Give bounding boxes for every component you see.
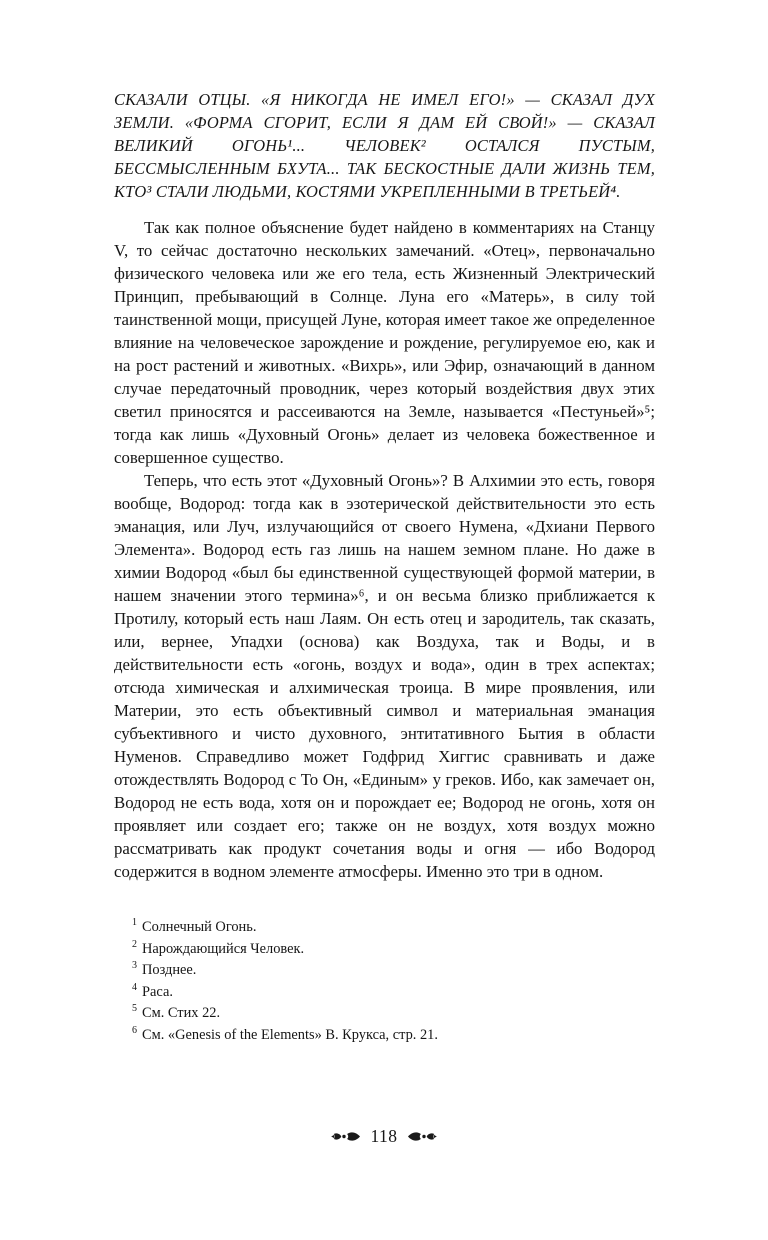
- footnote-number: 1: [132, 917, 137, 929]
- footnote-number: 2: [132, 938, 137, 950]
- footnote-number: 5: [132, 1003, 137, 1015]
- footnote-number: 3: [132, 960, 137, 972]
- epigraph-stanza: СКАЗАЛИ ОТЦЫ. «Я НИКОГДА НЕ ИМЕЛ ЕГО!» — СКАЗАЛ ДУХ ЗЕМЛИ. «ФОРМА СГОРИТ, ЕСЛИ Я ДАМ ЕЙ СВОЙ!» — СКАЗАЛ ВЕЛИКИЙ ОГОНЬ¹... ЧЕЛОВЕК² ОСТАЛСЯ ПУСТЫМ, БЕССМЫСЛЕННЫМ БХУТА... ТАК БЕСКОСТНЫЕ ДАЛИ ЖИЗНЬ ТЕМ, КТО³ СТАЛИ ЛЮДЬМИ, КОСТЯМИ УКРЕПЛЕННЫМИ В ТРЕТЬЕЙ⁴.: [114, 90, 655, 201]
- footnote-number: 6: [132, 1024, 137, 1036]
- footnote-text: См. Стих 22.: [142, 1005, 221, 1021]
- page-number: 118: [370, 1126, 398, 1146]
- footnote-item: [132, 982, 655, 1004]
- footnote-item: [132, 1025, 655, 1047]
- footnote-text: Солнечный Огонь.: [142, 919, 257, 935]
- footnote-text: Нарождающийся Человек.: [142, 940, 305, 957]
- page-footer: [0, 1126, 768, 1147]
- footnote-item: [132, 960, 655, 982]
- page-content: [114, 88, 655, 1046]
- footnote-text: См. «Genesis of the Elements» В. Крукса, стр. 21.: [142, 1026, 438, 1043]
- footnote-number: 4: [132, 981, 137, 993]
- body-paragraph: Так как полное объяснение будет найдено в комментариях на Станцу V, то сейчас достаточно нескольких замечаний. «Отец», первоначально физического человека или же его тела, есть Жизненный Электрический Принцип, пребывающий в Солнце. Луна его «Матерь», в силу той таинственной мощи, присущей Луне, которая имеет такое же определенное влияние на человеческое зарождение и рождение, регулируемое ею, как и на рост растений и животных. «Вихрь», или Эфир, означающий в данном случае передаточный проводник, через который воздействия двух этих светил приносятся и рассеиваются на Земле, называется «Пестуньей»⁵; тогда как лишь «Духовный Огонь» делает из человека божественное и совершенное существо.: [114, 218, 655, 467]
- fleuron-left-icon: [331, 1130, 361, 1143]
- footnote-text: Позднее.: [142, 962, 197, 978]
- footnote-text: Раса.: [142, 983, 173, 1000]
- footnote-item: [132, 1003, 655, 1025]
- body-paragraph: Теперь, что есть этот «Духовный Огонь»? В Алхимии это есть, говоря вообще, Водород: тогда как в эзотерической действительности это есть эманация, или Луч, излучающийся от своего Нумена, «Дхиани Первого Элемента». Водород есть газ лишь на нашем земном плане. Но даже в химии Водород «был бы единственной существующей формой материи, в нашем значении этого термина»⁶, и он весьма близко приближается к Протилу, который есть наш Лаям. Он есть отец и зародитель, так сказать, или, вернее, Упадхи (основа) как Воздуха, так и Воды, и в действительности есть «огонь, воздух и вода», один в трех аспектах; отсюда химическая и алхимическая троица. В мире проявления, или Материи, это есть объективный символ и материальная эманация субъективного и чисто духовного, энтитативного Бытия в области Нуменов. Справедливо может Годфрид Хиггис сравнивать и даже отождествлять Водород с То Он, «Единым» у греков. Ибо, как замечает он, Водород не есть вода, хотя он и порождает ее; Водород не огонь, хотя он проявляет или создает его; также он не воздух, хотя воздух можно рассматривать как продукт сочетания воды и огня — ибо Водород содержится в водном элементе атмосферы. Именно это три в одном.: [114, 471, 655, 881]
- footnote-item: [132, 917, 655, 939]
- fleuron-right-icon: [407, 1130, 437, 1143]
- footnote-item: [132, 939, 655, 961]
- footnotes-block: [114, 917, 655, 1046]
